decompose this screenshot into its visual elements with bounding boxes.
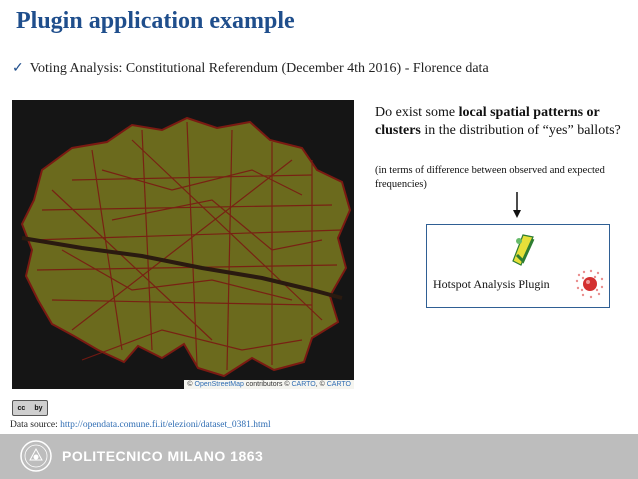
footer-bar [0,434,638,479]
source-label: Data source: [10,420,61,430]
carto-link-1[interactable]: CARTO [291,381,316,388]
politecnico-seal-icon [20,440,52,472]
slide-title: Plugin application example [16,8,295,34]
map-canvas [12,100,354,389]
qgis-plugin-icon[interactable] [509,231,537,267]
research-question: Do exist some local spatial patterns or clusters in the distribution of “yes” ballots? [375,105,621,138]
carto-link-2[interactable]: CARTO [326,381,351,388]
source-url-link[interactable]: http://opendata.comune.fi.it/elezioni/dataset_0381.html [60,420,271,430]
plugin-panel [426,224,610,308]
bullet-voting-analysis [12,60,489,77]
arrow-down-icon [512,192,522,218]
osm-link[interactable]: OpenStreetMap [194,381,244,388]
bullet-text: Voting Analysis: Constitutional Referendum (December 4th 2016) - Florence data [29,61,489,76]
checkmark-icon: ✓ [12,61,24,76]
creative-commons-badge[interactable]: cc by [12,400,48,416]
question-emphasis: local spatial patterns or clusters [375,105,600,138]
plugin-label: Hotspot Analysis Plugin [433,277,550,291]
florence-map[interactable] [12,100,354,389]
institution-name: POLITECNICO MILANO 1863 [62,448,264,464]
map-attribution: © OpenStreetMap contributors © CARTO, © CARTO [184,380,354,389]
hotspot-icon[interactable] [575,269,605,299]
question-note: (in terms of difference between observed and expected frequencies) [375,165,605,190]
data-source [10,420,271,430]
